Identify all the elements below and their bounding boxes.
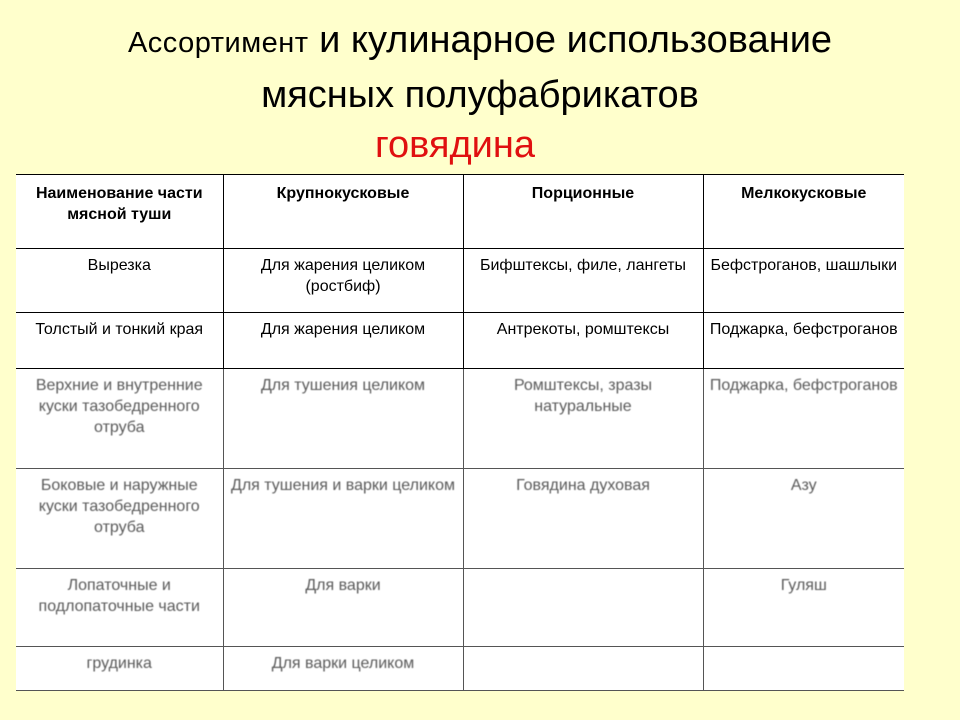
table-cell [16, 647, 223, 691]
header-cell: Мелкокусковые [703, 175, 904, 249]
title-line-1-rest: и кулинарное использование [319, 19, 833, 61]
table-header-row [16, 175, 904, 249]
table-cell: Поджарка, бефстроганов [703, 313, 904, 369]
cell-text: Азу [790, 477, 817, 494]
table-cell: Бефстроганов, шашлыки [703, 249, 904, 313]
cell-text: грудинка [86, 655, 152, 672]
cell-text: Для тушения и варки целиком [231, 477, 455, 494]
table-row [16, 469, 904, 569]
table-cell [463, 469, 703, 569]
table-cell: Бифштексы, филе, лангеты [463, 249, 703, 313]
table-row [16, 647, 904, 691]
cell-text: Боковые и наружные куски тазобедренного отруба [38, 477, 200, 536]
table-cell [223, 647, 463, 691]
table-row [16, 313, 904, 369]
cell-text: Для варки целиком [271, 655, 415, 672]
cell-text: Ромштексы, зразы натуральные [513, 377, 653, 415]
cell-text: Поджарка, бефстроганов [709, 377, 898, 394]
table-cell: Для жарения целиком [223, 313, 463, 369]
table-cell: Толстый и тонкий края [16, 313, 223, 369]
cell-text: Лопаточные и подлопаточные части [38, 577, 200, 615]
table-cell [463, 647, 703, 691]
table-cell [703, 569, 904, 647]
table-cell [463, 369, 703, 469]
table-cell [703, 369, 904, 469]
beef-cuts-table [16, 174, 904, 691]
title-line-2: мясных полуфабрикатов [261, 74, 699, 116]
header-cell: Порционные [463, 175, 703, 249]
table-row [16, 569, 904, 647]
slide-subtitle: говядина [374, 124, 535, 166]
table-cell: Для жарения целиком (ростбиф) [223, 249, 463, 313]
cell-text: Для варки [305, 577, 381, 594]
table-cell [463, 569, 703, 647]
title-line-1 [0, 14, 960, 69]
table-cell [223, 369, 463, 469]
cell-text: Гуляш [780, 577, 827, 594]
table-cell [223, 469, 463, 569]
header-cell: Наименование части мясной туши [16, 175, 223, 249]
table-cell: Вырезка [16, 249, 223, 313]
table-row [16, 249, 904, 313]
table-cell [16, 369, 223, 469]
cell-text: Говядина духовая [516, 477, 650, 494]
table-cell [16, 469, 223, 569]
table-cell [16, 569, 223, 647]
table-cell [703, 647, 904, 691]
slide-title [0, 14, 960, 121]
table-cell [703, 469, 904, 569]
table-row [16, 369, 904, 469]
table-cell [223, 569, 463, 647]
table-cell: Антрекоты, ромштексы [463, 313, 703, 369]
cell-text: Для тушения целиком [260, 377, 426, 394]
title-word-assortment: Ассортимент [127, 27, 309, 59]
header-cell: Крупнокусковые [223, 175, 463, 249]
cell-text: Верхние и внутренние куски тазобедренного отруба [35, 377, 203, 436]
